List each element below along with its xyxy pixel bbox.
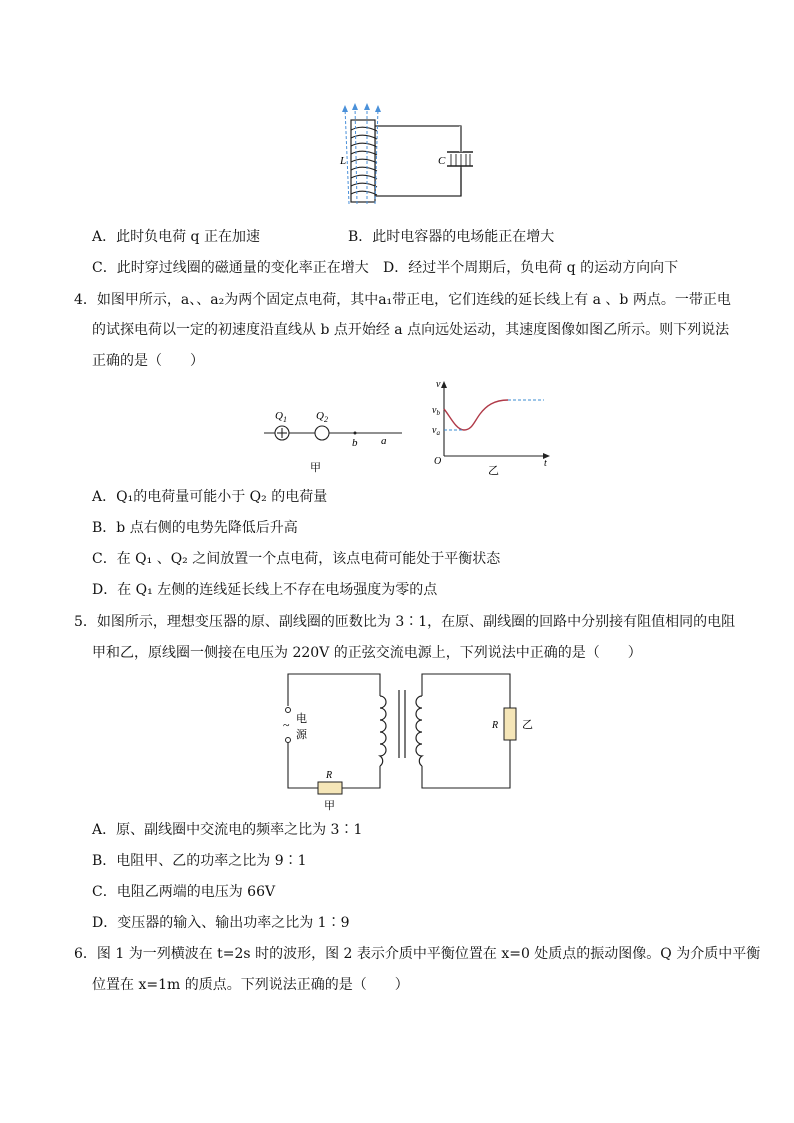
- transformer-circuit-figure: [280, 668, 535, 813]
- q5-option-a: A．原、副线圈中交流电的频率之比为 3∶1: [92, 822, 363, 838]
- q5-stem-line1: 5．如图所示，理想变压器的原、副线圈的匝数比为 3∶1，在原、副线圈的回路中分别接有阻值相同的电阻: [74, 614, 736, 630]
- fig-yi-caption: 乙: [488, 465, 499, 477]
- capacitor-label: C: [438, 155, 446, 167]
- axis-t-label: t: [544, 458, 547, 469]
- source-label-dian: 电: [296, 713, 307, 725]
- ac-source-symbol: ~: [283, 718, 290, 732]
- q3-option-c: C．此时穿过线圈的磁通量的变化率正在增大: [92, 260, 369, 276]
- inductor-label: L: [340, 155, 347, 167]
- q4-stem-line2: 的试探电荷以一定的初速度沿直线从 b 点开始经 a 点向远处运动，其速度图像如图乙所示。则下列说法: [92, 322, 730, 338]
- q5-option-d: D．变压器的输入、输出功率之比为 1∶9: [92, 915, 350, 931]
- q4-stem-line1: 4．如图甲所示，a、、a₂为两个固定点电荷，其中a₁带正电，它们连线的延长线上有 a 、b 两点。一带正电: [74, 292, 731, 308]
- axis-v-label: v: [436, 379, 441, 390]
- va-label: $v_a$: [432, 425, 440, 437]
- q1-label: $Q_1$: [275, 410, 287, 424]
- q4-option-c: C．在 Q₁ 、Q₂ 之间放置一个点电荷，该点电荷可能处于平衡状态: [92, 551, 501, 567]
- q4-figure-yi: [428, 378, 554, 478]
- q2-label: $Q_2$: [316, 410, 328, 424]
- resistor-jia-label: 甲: [324, 800, 335, 812]
- vb-label: $v_b$: [432, 405, 440, 417]
- fig-jia-caption: 甲: [310, 462, 321, 474]
- q6-stem-line1: 6．图 1 为一列横波在 t=2s 时的波形，图 2 表示介质中平衡位置在 x=0 处质点的振动图像。Q 为介质中平衡: [74, 946, 761, 962]
- q5-stem-line2: 甲和乙，原线圈一侧接在电压为 220V 的正弦交流电源上，下列说法中正确的是（ ）: [92, 645, 642, 661]
- q5-option-c: C．电阻乙两端的电压为 66V: [92, 884, 276, 900]
- q3-option-a: A．此时负电荷 q 正在加速: [92, 229, 260, 245]
- q4-option-d: D．在 Q₁ 左侧的连线延长线上不存在电场强度为零的点: [92, 582, 438, 598]
- source-label-yuan: 源: [296, 729, 307, 741]
- q4-stem-line3: 正确的是（ ）: [92, 353, 204, 369]
- point-a-label: a: [381, 435, 387, 447]
- resistor-jia-r-label: R: [326, 770, 333, 781]
- q4-option-b: B．b 点右侧的电势先降低后升高: [92, 520, 298, 536]
- q6-stem-line2: 位置在 x=1m 的质点。下列说法正确的是（ ）: [92, 977, 409, 993]
- point-b-label: b: [352, 437, 358, 449]
- lc-circuit-figure: [335, 100, 485, 210]
- q4-figure-jia: [262, 405, 407, 475]
- resistor-yi-r-label: R: [492, 720, 499, 731]
- q3-option-d: D．经过半个周期后，负电荷 q 的运动方向向下: [383, 260, 679, 276]
- q5-option-b: B．电阻甲、乙的功率之比为 9∶1: [92, 853, 307, 869]
- q3-option-b: B．此时电容器的电场能正在增大: [348, 229, 555, 245]
- q4-option-a: A．Q₁的电荷量可能小于 Q₂ 的电荷量: [92, 489, 328, 505]
- resistor-yi-label: 乙: [522, 719, 533, 731]
- origin-label: O: [434, 456, 442, 467]
